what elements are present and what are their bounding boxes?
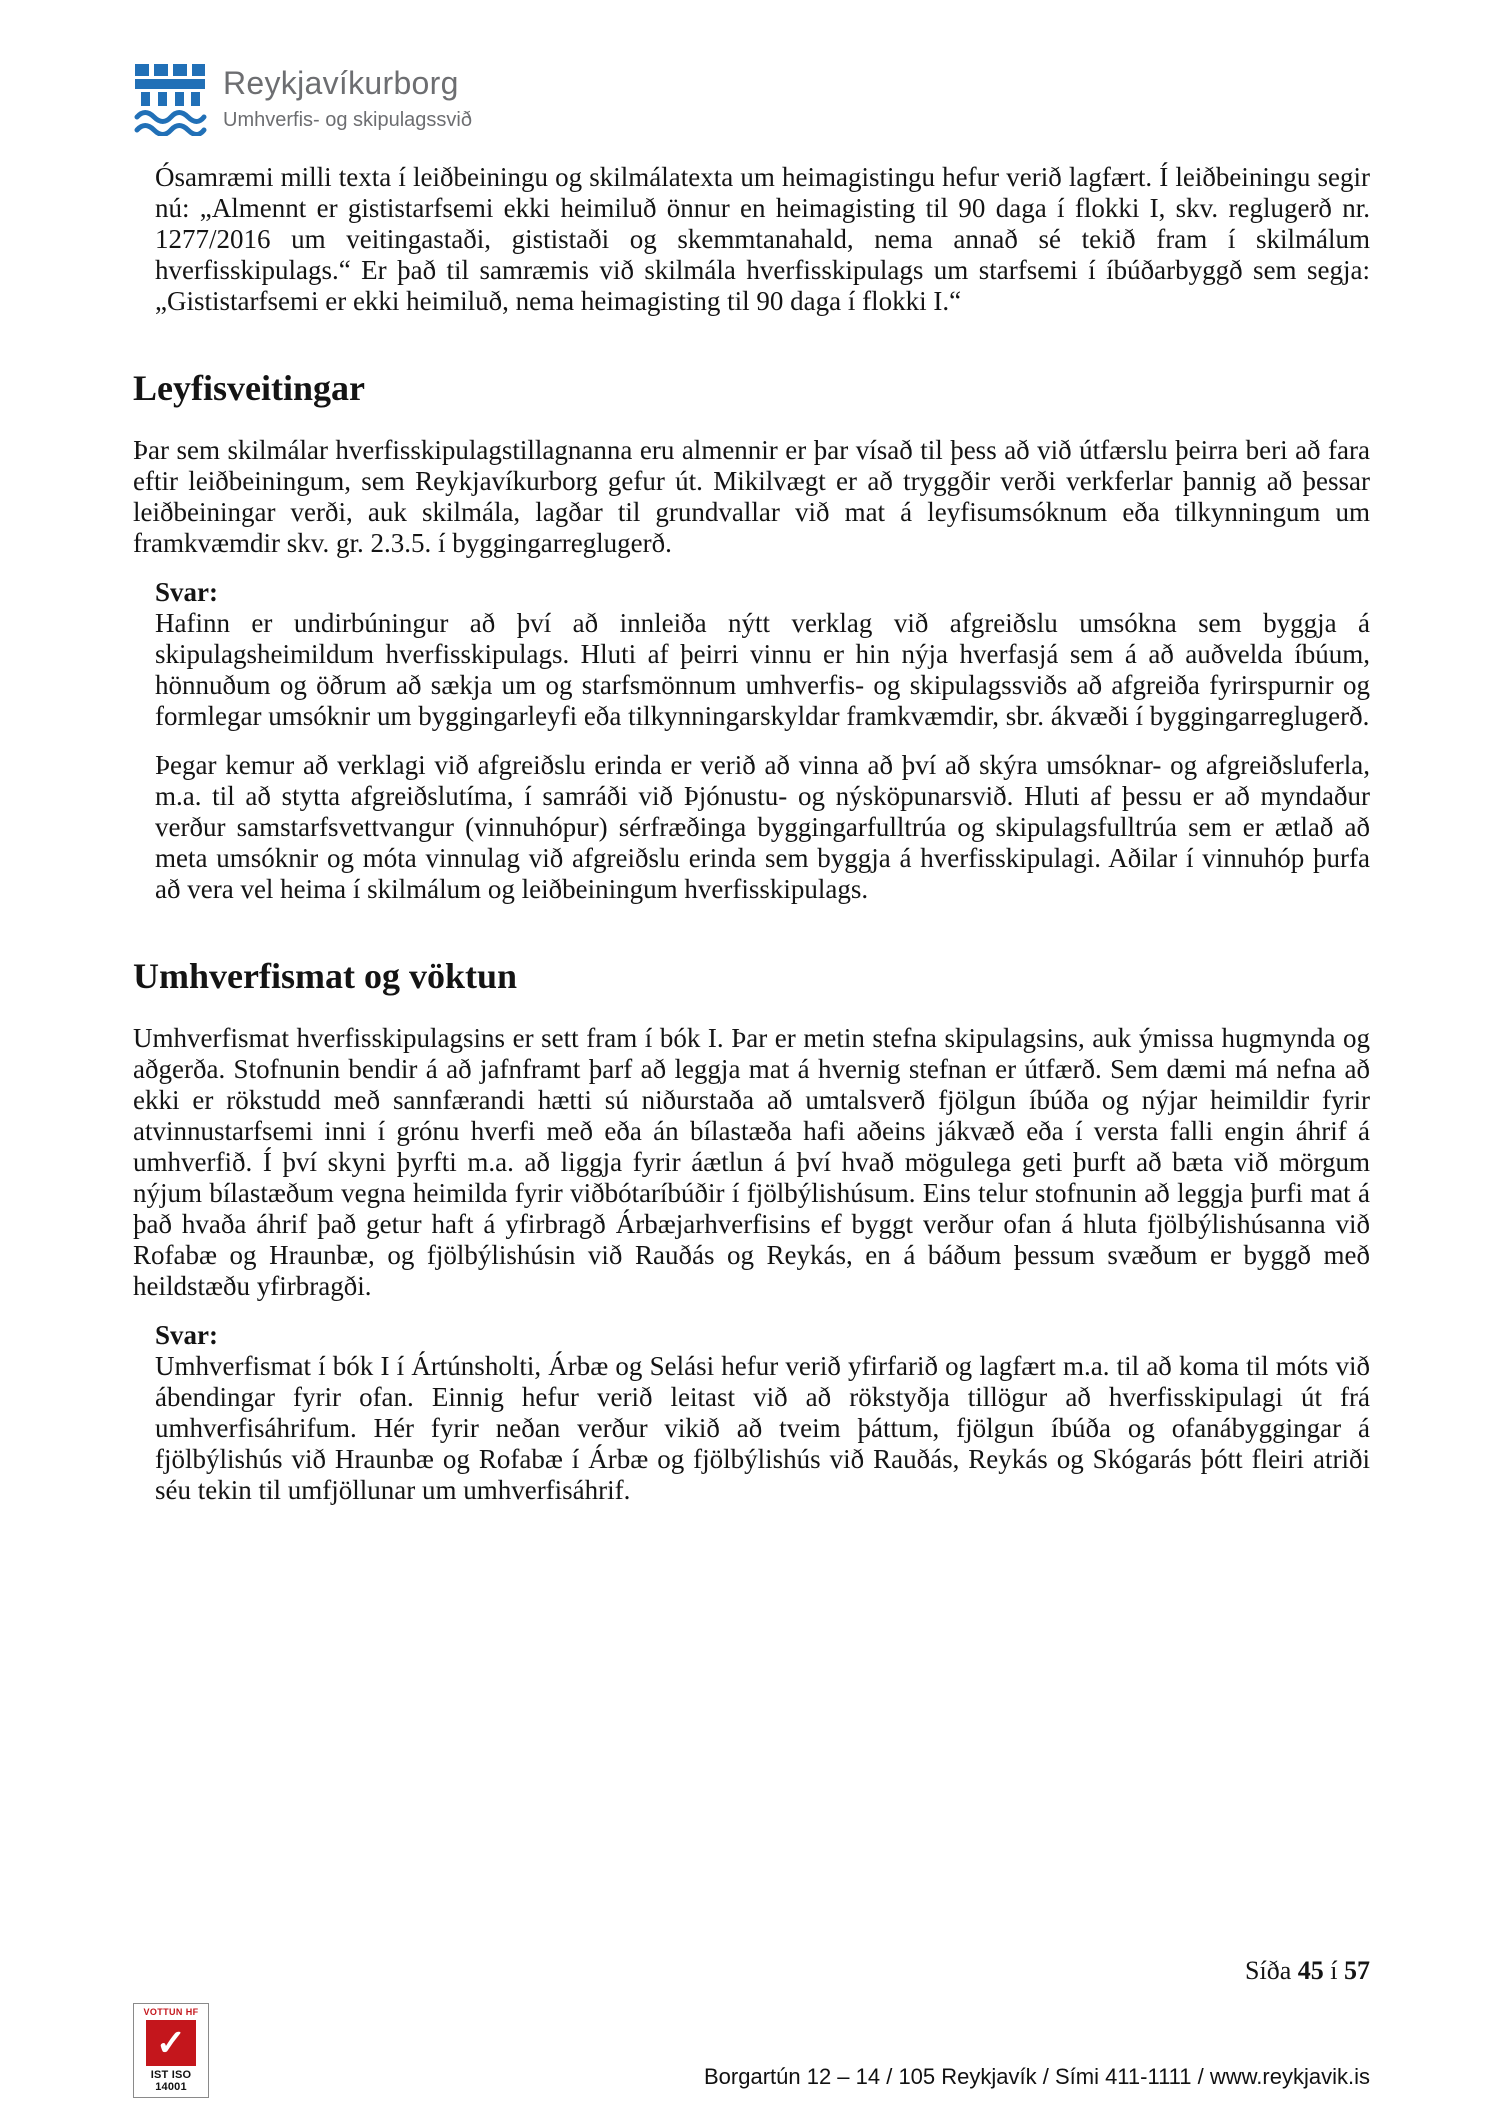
reykjavikurborg-logo-icon	[133, 64, 207, 136]
answer-label: Svar:	[155, 1320, 218, 1350]
section-heading-leyfisveitingar: Leyfisveitingar	[133, 368, 365, 408]
logo-title: Reykjavíkurborg	[223, 65, 459, 101]
page-number-current: 45	[1297, 1956, 1324, 1985]
page-number-separator: í	[1330, 1956, 1338, 1985]
answer-block-1	[155, 577, 1370, 905]
footer	[133, 2003, 1370, 2098]
page-number-total: 57	[1344, 1956, 1370, 1985]
iso-14001-certification-badge	[133, 2003, 209, 2098]
section-body-umhverfismat: Umhverfismat hverfisskipulagsins er sett fram í bók I. Þar er metin stefna skipulagsins, auk ýmissa hugmynda og aðgerða. Stofnunin bendir á að jafnframt þarf að leggja mat á hvernig stefnan er útfærð. Sem dæmi má nefna að ekki er rökstudd með sannfærandi hætti sú niðurstaða að umtalsverð fjölgun íbúða og nýjar heimildir fyrir atvinnustarfsemi inni í grónu hverfi með eða án bílastæða hafi aðeins jákvæð eða í versta falli engin áhrif á umhverfið. Í því skyni þyrfti m.a. að liggja fyrir áætlun á því hvað mögulega geti þurft að bæta við mörgum nýjum bílastæðum vegna heimilda fyrir viðbótaríbúðir í fjölbýlishúsum. Eins telur stofnunin að leggja þurfi mat á það hvaða áhrif það getur haft á yfirbragð Árbæjarhverfisins ef byggt verður ofan á hluta fjölbýlishúsanna við Rofabæ og Hraunbæ, og fjölbýlishúsin við Rauðás og Reykás, en á báðum þessum svæðum er byggð með heildstæðu yfirbragði.	[133, 1023, 1370, 1301]
answer-paragraph: Hafinn er undirbúningur að því að innleiða nýtt verklag við afgreiðslu umsókna sem byggja á skipulagsheimildum hverfisskipulags. Hluti af þeirri vinnu er hin nýja hverfasjá sem á að auðvelda íbúum, hönnuðum og öðrum að sækja um og starfsmönnum umhverfis- og skipulagssviðs að afgreiða fyrirspurnir og formlegar umsóknir um byggingarleyfi eða tilkynningarskyldar framkvæmdir, sbr. ákvæði í byggingarreglugerð.	[155, 608, 1370, 731]
answer-label: Svar:	[155, 577, 218, 607]
section-heading-umhverfismat: Umhverfismat og vöktun	[133, 956, 517, 996]
page-number-label: Síða	[1245, 1956, 1292, 1985]
iso-badge-top-label: VOTTUN HF	[143, 2007, 199, 2017]
section-body-leyfisveitingar: Þar sem skilmálar hverfisskipulagstillagnanna eru almennir er þar vísað til þess að við útfærslu þeirra beri að fara eftir leiðbeiningum, sem Reykjavíkurborg gefur út. Mikilvægt er að tryggðir verði verkferlar þannig að þessar leiðbeiningar verði, auk skilmála, lagðar til grundvallar við mat á leyfisumsóknum eða tilkynningum um framkvæmdir skv. gr. 2.3.5. í byggingarreglugerð.	[133, 435, 1370, 558]
answer-paragraph: Umhverfismat í bók I í Ártúnsholti, Árbæ og Selási hefur verið yfirfarið og lagfært m.a. til að koma til móts við ábendingar fyrir ofan. Einnig hefur verið leitast við að rökstyðja tillögur að hverfisskipulagi út frá umhverfisáhrifum. Hér fyrir neðan verður vikið að tveim þáttum, fjölgun íbúða og ofanábyggingar á fjölbýlishús við Hraunbæ og Rofabæ í Árbæ og fjölbýlishús við Rauðás, Reykás og Skógarás þótt fleiri atriði séu tekin til umfjöllunar um umhverfisáhrif.	[155, 1351, 1370, 1505]
intro-paragraph: Ósamræmi milli texta í leiðbeiningu og skilmálatexta um heimagistingu hefur verið lagfært. Í leiðbeiningu segir nú: „Almennt er gististarfsemi ekki heimiluð önnur en heimagisting til 90 daga í flokki I, skv. reglugerð nr. 1277/2016 um veitingastaði, gististaði og skemmtanahald, nema annað sé tekið fram í skilmálum hverfisskipulags.“ Er það til samræmis við skilmála hverfisskipulags um starfsemi í íbúðarbyggð sem segja: „Gististarfsemi er ekki heimiluð, nema heimagisting til 90 daga í flokki I.“	[155, 162, 1370, 316]
checkmark-icon: ✓	[146, 2020, 196, 2066]
footer-address: Borgartún 12 – 14 / 105 Reykjavík / Sími 411-1111 / www.reykjavik.is	[703, 2064, 1370, 2089]
iso-badge-bottom-label: IST ISO 14001	[150, 2069, 192, 2093]
answer-paragraph: Þegar kemur að verklagi við afgreiðslu erinda er verið að vinna að því að skýra umsóknar- og afgreiðsluferla, m.a. til að stytta afgreiðslutíma, í samráði við Þjónustu- og nýsköpunarsvið. Hluti af þessu er að myndaður verður samstarfsvettvangur (vinnuhópur) sérfræðinga byggingarfulltrúa og skipulagsfulltrúa sem er ætlað að meta umsóknir og móta vinnulag við afgreiðslu erinda sem byggja á hverfisskipulagi. Aðilar í vinnuhóp þurfa að vera vel heima í skilmálum og leiðbeiningum hverfisskipulags.	[155, 750, 1370, 904]
logo-text-block	[223, 64, 472, 132]
header	[133, 64, 1370, 136]
logo-subtitle: Umhverfis- og skipulagssvið	[223, 109, 472, 131]
answer-block-2	[155, 1320, 1370, 1506]
page-number	[1245, 1956, 1370, 1986]
